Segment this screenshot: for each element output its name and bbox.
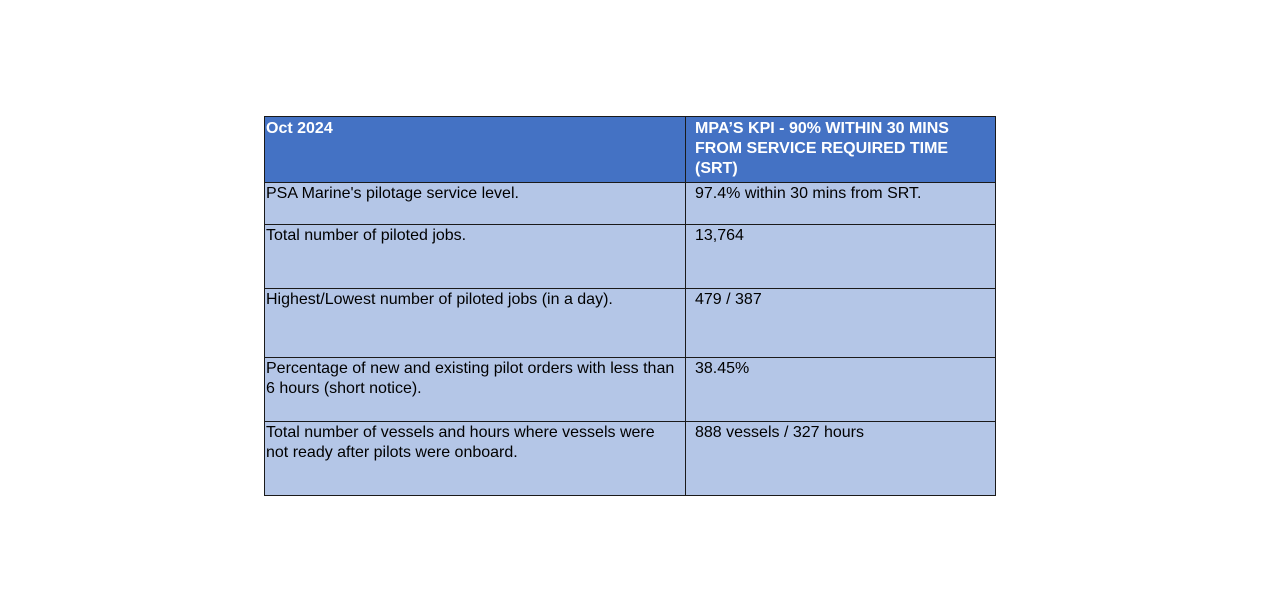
row-label-cell: Total number of vessels and hours where vessels were not ready after pilots were onboard. <box>265 422 686 496</box>
table-row <box>265 183 996 225</box>
row-value-cell: 38.45% <box>686 358 996 422</box>
table-header-row <box>265 117 996 183</box>
table-row <box>265 225 996 289</box>
table-row <box>265 289 996 358</box>
table-row <box>265 358 996 422</box>
kpi-table <box>264 116 996 496</box>
row-value-cell: 479 / 387 <box>686 289 996 358</box>
table-row <box>265 422 996 496</box>
row-label-cell: Total number of piloted jobs. <box>265 225 686 289</box>
row-label-cell: PSA Marine's pilotage service level. <box>265 183 686 225</box>
header-kpi-cell: MPA’S KPI - 90% WITHIN 30 MINS FROM SERVICE REQUIRED TIME (SRT) <box>686 117 996 183</box>
row-value-cell: 888 vessels / 327 hours <box>686 422 996 496</box>
row-value-cell: 13,764 <box>686 225 996 289</box>
header-period-cell: Oct 2024 <box>265 117 686 183</box>
row-value-cell: 97.4% within 30 mins from SRT. <box>686 183 996 225</box>
row-label-cell: Highest/Lowest number of piloted jobs (in a day). <box>265 289 686 358</box>
row-label-cell: Percentage of new and existing pilot orders with less than 6 hours (short notice). <box>265 358 686 422</box>
